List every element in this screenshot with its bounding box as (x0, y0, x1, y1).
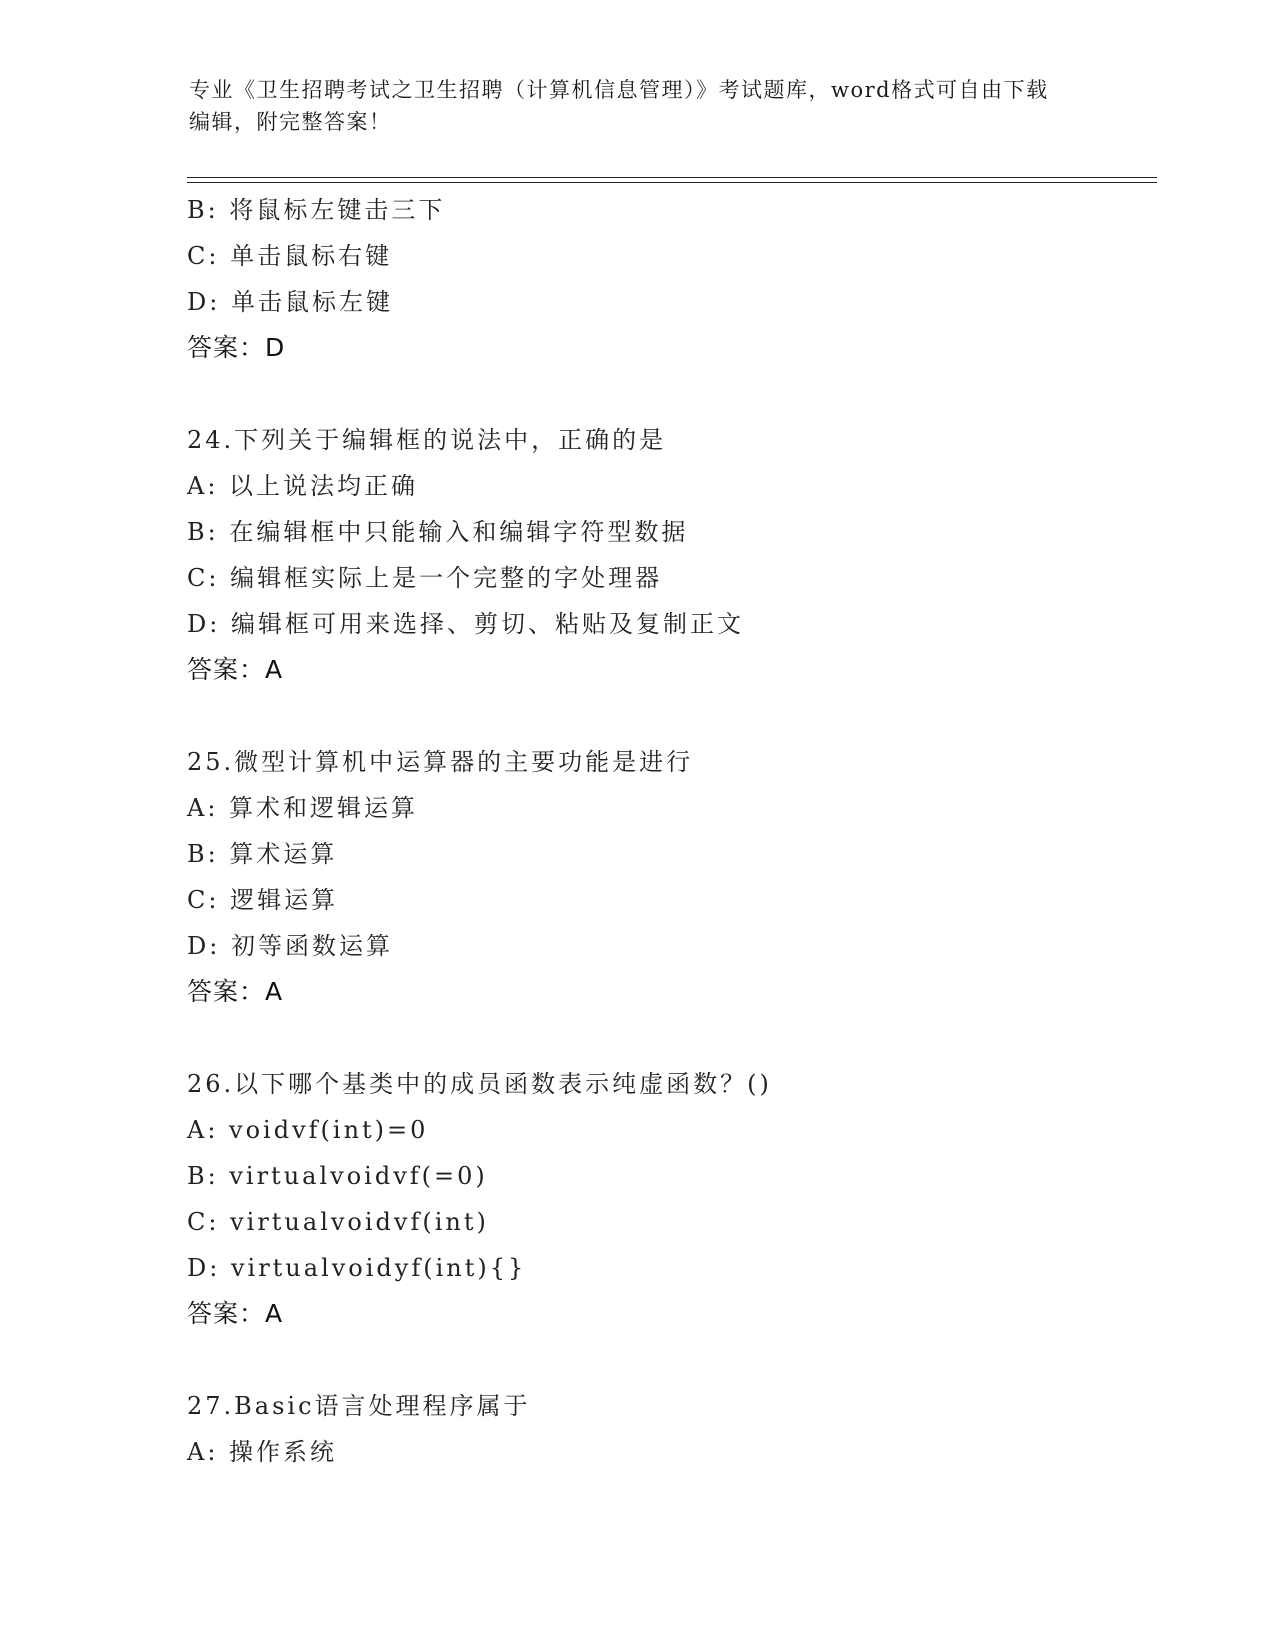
option-d: D: 初等函数运算 (187, 932, 393, 960)
question-list (187, 187, 1147, 1475)
option-d: D: virtualvoidyf(int){} (187, 1254, 527, 1282)
question-27 (187, 1383, 1147, 1475)
spacer (187, 371, 1147, 417)
spacer (187, 693, 1147, 739)
option-d: D: 编辑框可用来选择、剪切、粘贴及复制正文 (187, 610, 744, 638)
answer: 答案：A (187, 1299, 284, 1328)
header-rule-top (187, 177, 1157, 178)
question-24 (187, 417, 1147, 693)
option-d: D: 单击鼠标左键 (187, 288, 393, 316)
question-text: 24.下列关于编辑框的说法中，正确的是 (187, 426, 667, 454)
spacer (187, 1337, 1147, 1383)
option-c: C: 单击鼠标右键 (187, 242, 393, 270)
question-23 (187, 187, 1147, 371)
option-b: B: 将鼠标左键击三下 (187, 196, 446, 224)
spacer (187, 1015, 1147, 1061)
document-intro: 专业《卫生招聘考试之卫生招聘（计算机信息管理）》考试题库，word格式可自由下载编辑，附完整答案！ (189, 78, 1049, 134)
question-text: 27.Basic语言处理程序属于 (187, 1392, 531, 1420)
question-text: 26.以下哪个基类中的成员函数表示纯虚函数？() (187, 1070, 772, 1098)
option-a: A: 算术和逻辑运算 (187, 794, 419, 822)
question-26 (187, 1061, 1147, 1337)
option-a: A: 操作系统 (187, 1438, 338, 1466)
question-25 (187, 739, 1147, 1015)
option-b: B: 在编辑框中只能输入和编辑字符型数据 (187, 518, 689, 546)
option-c: C: 逻辑运算 (187, 886, 339, 914)
answer: 答案：A (187, 655, 284, 684)
option-c: C: virtualvoidvf(int) (187, 1208, 489, 1236)
option-b: B: virtualvoidvf(=0) (187, 1162, 488, 1190)
header-rule-bottom (187, 182, 1157, 183)
answer: 答案：A (187, 977, 284, 1006)
answer: 答案：D (187, 333, 286, 362)
option-c: C: 编辑框实际上是一个完整的字处理器 (187, 564, 663, 592)
option-b: B: 算术运算 (187, 840, 338, 868)
option-a: A: voidvf(int)=0 (187, 1116, 429, 1144)
question-text: 25.微型计算机中运算器的主要功能是进行 (187, 748, 694, 776)
option-a: A: 以上说法均正确 (187, 472, 419, 500)
